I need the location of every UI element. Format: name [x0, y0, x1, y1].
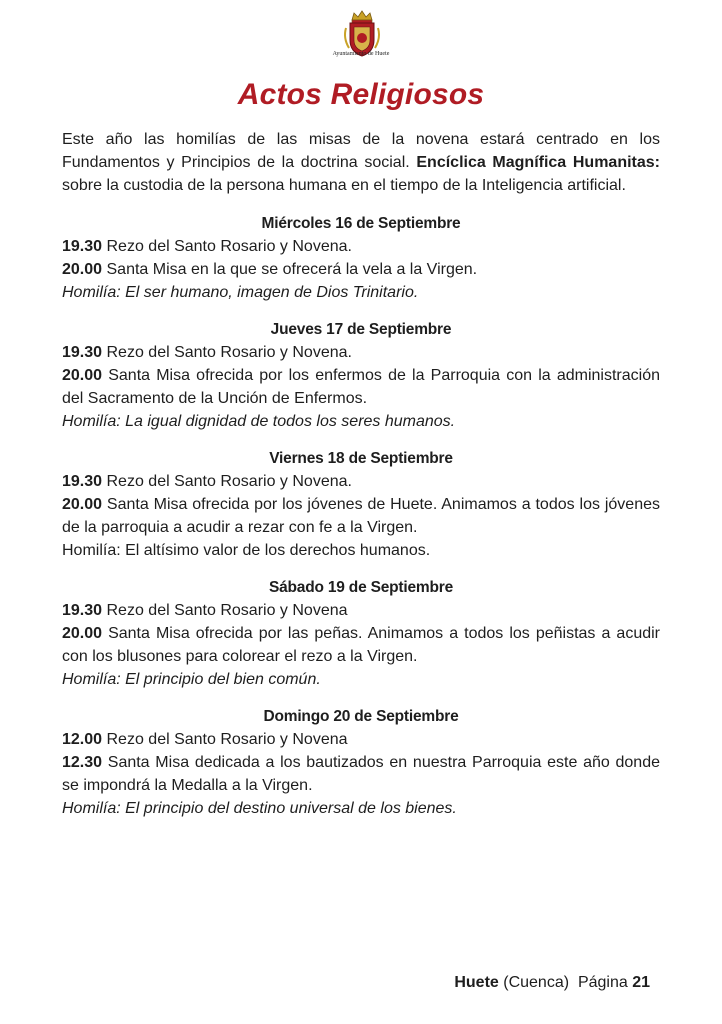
homily-text: Homilía: El altísimo valor de los derechos humanos. [62, 542, 431, 559]
schedule-time: 19.30 [62, 344, 103, 361]
main-content [62, 128, 660, 834]
schedule-item [62, 235, 660, 258]
schedule-time: 12.00 [62, 731, 103, 748]
schedule-item [62, 599, 660, 622]
homily-text: Homilía: El principio del destino universal de los bienes. [62, 800, 457, 817]
intro-encyclical: Encíclica Magnífica Humanitas: [416, 154, 660, 171]
schedule-text: Santa Misa ofrecida por las peñas. Animamos a todos los peñistas a acudir con los blusones para colorear el rezo a la Virgen. [62, 625, 660, 665]
schedule-text: Rezo del Santo Rosario y Novena. [102, 344, 352, 361]
schedule-time: 20.00 [62, 261, 103, 278]
day-heading: Viernes 18 de Septiembre [269, 450, 453, 467]
day-block-wednesday [62, 212, 660, 304]
schedule-item [62, 258, 660, 281]
day-block-sunday [62, 705, 660, 820]
schedule-item [62, 493, 660, 539]
schedule-text: Rezo del Santo Rosario y Novena [102, 731, 348, 748]
day-heading: Jueves 17 de Septiembre [270, 321, 452, 338]
schedule-time: 12.30 [62, 754, 103, 771]
schedule-text: Rezo del Santo Rosario y Novena. [102, 473, 352, 490]
day-block-thursday [62, 318, 660, 433]
footer-province: (Cuenca) [498, 974, 570, 991]
schedule-item [62, 470, 660, 493]
schedule-time: 20.00 [62, 625, 103, 642]
page-title: Actos Religiosos [237, 78, 485, 111]
schedule-text: Rezo del Santo Rosario y Novena. [102, 238, 352, 255]
page-footer [454, 974, 650, 992]
footer-page-label: Página [569, 974, 633, 991]
homily-text: Homilía: El principio del bien común. [62, 671, 321, 688]
day-block-friday [62, 447, 660, 562]
schedule-item [62, 728, 660, 751]
schedule-text: Santa Misa dedicada a los bautizados en nuestra Parroquia este año donde se impondrá la Medalla a la Virgen. [62, 754, 660, 794]
schedule-text: Santa Misa en la que se ofrecerá la vela a la Virgen. [102, 261, 478, 278]
schedule-item [62, 622, 660, 668]
schedule-text: Rezo del Santo Rosario y Novena [102, 602, 348, 619]
day-heading: Domingo 20 de Septiembre [263, 708, 459, 725]
footer-page-number: 21 [632, 974, 650, 991]
day-block-saturday [62, 576, 660, 691]
schedule-time: 19.30 [62, 473, 103, 490]
schedule-time: 20.00 [62, 367, 103, 384]
footer-town: Huete [454, 974, 499, 991]
schedule-time: 19.30 [62, 602, 103, 619]
schedule-item [62, 751, 660, 797]
schedule-item [62, 364, 660, 410]
homily-text: Homilía: La igual dignidad de todos los seres humanos. [62, 413, 456, 430]
schedule-text: Santa Misa ofrecida por los jóvenes de Huete. Animamos a todos los jóvenes de la parroquia a acudir a rezar con fe a la Virgen. [62, 496, 660, 536]
schedule-time: 20.00 [62, 496, 103, 513]
intro-paragraph [62, 128, 660, 197]
day-heading: Sábado 19 de Septiembre [268, 579, 454, 596]
schedule-time: 19.30 [62, 238, 103, 255]
crest-caption: Ayuntamiento de Huete [332, 51, 390, 57]
schedule-item [62, 341, 660, 364]
homily-text: Homilía: El ser humano, imagen de Dios Trinitario. [62, 284, 419, 301]
intro-text-start: Este año las homilías de las misas de la novena estará centrado en los Fundamentos y Principios de la doctrina social. [62, 131, 660, 171]
schedule-text: Santa Misa ofrecida por los enfermos de la Parroquia con la administración del Sacramento de la Unción de Enfermos. [62, 367, 660, 407]
intro-text-end: sobre la custodia de la persona humana en el tiempo de la Inteligencia artificial. [62, 177, 626, 194]
day-heading: Miércoles 16 de Septiembre [261, 215, 461, 232]
